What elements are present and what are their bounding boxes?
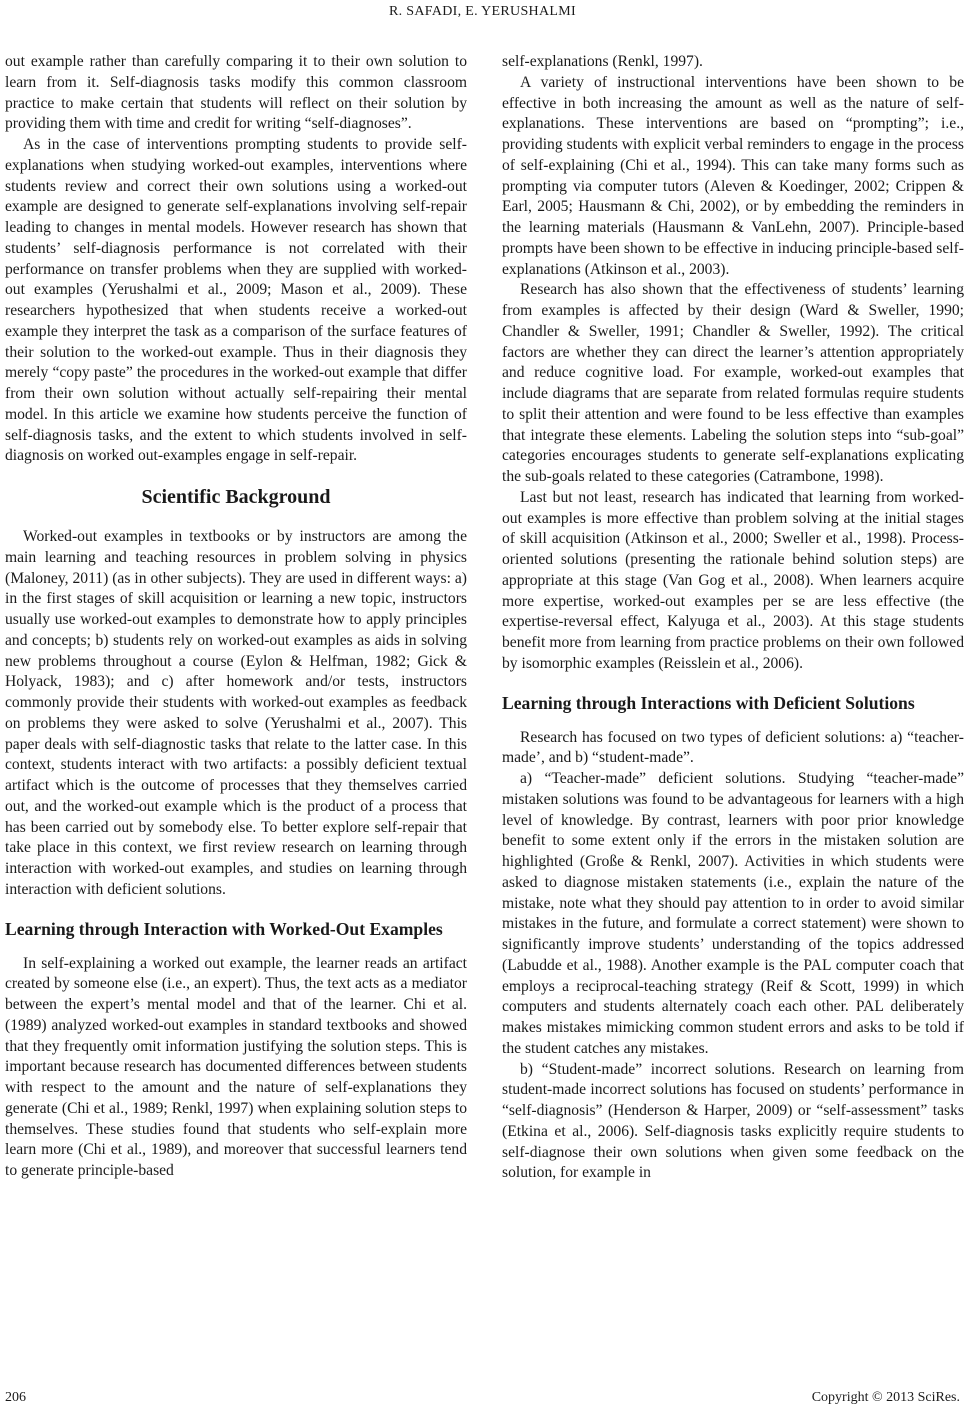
- subsection-heading: Learning through Interactions with Deficient Solutions: [502, 692, 915, 713]
- running-head: R. SAFADI, E. YERUSHALMI: [389, 4, 576, 19]
- copyright-notice: Copyright © 2013 SciRes.: [811, 1390, 960, 1405]
- paragraph: out example rather than carefully comparing it to their own solution to learn from it. Self-diagnosis tasks modify this common classroom practice to make certain that students will reflect on their solution by providing them with time and credit for writing “self-diagnoses”.: [5, 53, 467, 133]
- paragraph: Worked-out examples in textbooks or by instructors are among the main learning and teaching resources in problem solving in physics (Maloney, 2011) (as in other subjects). They are used in different ways: a) in the first stages of skill acquisition or learning a new topic, instructors usually use worked-out examples to demonstrate how to apply principles and concepts; b) students rely on worked-out examples as aids in solving new problems throughout a course (Eylon & Helfman, 1982; Gick & Holyack, 1983); and c) after homework and/or tests, instructors commonly provide their students with worked-out examples as feedback on problems they were asked to solve (Yerushalmi et al., 2007). This paper deals with self-diagnostic tasks that relate to the latter case. In this context, students interact with two artifacts: a possibly deficient textual artifact which is the outcome of processes that they themselves carried out, and the worked-out example which is the product of a process that has been carried out by somebody else. To better explore self-repair that take place in this context, we first review research on learning through interaction with worked-out examples, and studies on learning through interaction with deficient solutions.: [5, 528, 467, 898]
- paragraph: b) “Student-made” incorrect solutions. Research on learning from student-made incorrect solutions has focused on students’ performance in “self-diagnosis” (Henderson & Harper, 2009) or “self-assessment” tasks (Etkina et al., 2006). Self-diagnosis tasks explicitly require students to self-diagnose their own solutions when given some feedback on the solution, for example in: [502, 1060, 964, 1182]
- page-number: 206: [5, 1390, 26, 1405]
- paragraph: a) “Teacher-made” deficient solutions. Studying “teacher-made” mistaken solutions was found to be advantageous for learners with a high level of knowledge. By contrast, learners with poor prior knowledge benefit to some extent only if the errors in the mistaken solution are highlighted (Große & Renkl, 2007). Activities in which students were asked to diagnose mistaken statements (i.e., explain the nature of the mistake, note what they should pay attention to in order to avoid similar mistakes in the future, and formulate a correct statement) were shown to significantly improve students’ understanding of the topics addressed (Labudde et al., 1988). Another example is the PAL computer coach that employs a reciprocal-teaching strategy (Reif & Scott, 1999) in which computers and students alternately coach each other. PAL deliberately makes mistakes mimicking common student errors and asks to be told if the student catches any mistakes.: [502, 770, 964, 1057]
- right-column: [502, 52, 964, 1184]
- left-column: [5, 52, 467, 1182]
- paragraph: Last but not least, research has indicated that learning from worked-out examples is more effective than problem solving at the initial stages of skill acquisition (Atkinson et al., 2000; Sweller et al., 1998). Process-oriented solutions (presenting the rationale behind solution steps) are appropriate at this stage (Van Gog et al., 2008). When learners acquire more expertise, worked-out examples per se are less effective (the expertise-reversal effect, Kalyuga et al., 2003). At this stage students benefit more from learning from practice problems on their own followed by isomorphic examples (Reisslein et al., 2006).: [502, 488, 964, 672]
- paragraph: In self-explaining a worked out example, the learner reads an artifact created by someone else (i.e., an expert). Thus, the text acts as a mediator between the expert’s mental model and that of the learner. Chi et al. (1989) analyzed worked-out examples in standard textbooks and showed that they frequently omit information justifying the solution steps. This is important because research has documented differences between students with respect to the amount and the nature of self-explanations they generate (Chi et al., 1989; Renkl, 1997) when explaining solution steps to themselves. These studies found that students who self-explain more learn more (Chi et al., 1989), and moreover that successful learners tend to generate principle-based: [5, 954, 467, 1179]
- paragraph: Research has also shown that the effectiveness of students’ learning from examples is affected by their design (Ward & Sweller, 1990; Chandler & Sweller, 1991; Chandler & Sweller, 1992). The critical factors are whether they can direct the learner’s attention appropriately and reduce cognitive load. For example, worked-out examples that include diagrams that are separate from related formulas require students to split their attention and were found to be less effective than examples that integrate these elements. Labeling the solution steps into “sub-goal” categories encourages students to generate self-explanations explicating the sub-goals related to these categories (Catrambone, 1998).: [502, 281, 964, 485]
- paragraph: As in the case of interventions prompting students to provide self-explanations when studying worked-out examples, interventions where students review and correct their own solutions using a worked-out example are designed to generate self-explanations involving self-repair leading to changes in mental models. However research has shown that students’ self-diagnosis performance is not correlated with their performance on transfer problems when they are supplied with worked-out examples (Yerushalmi et al., 2009; Mason et al., 2009). These researchers hypothesized that when students receive a worked-out example they interpret the task as a comparison of the surface features of their solution to the worked-out example. Thus in their diagnosis they merely “copy paste” the procedures in the worked-out example that differ from their own solution without actually self-repairing their mental model. In this article we examine how students perceive the function of self-diagnosis tasks, and the extent to which students involved in self-diagnosis on worked out-examples engage in self-repair.: [5, 136, 467, 465]
- paragraph: self-explanations (Renkl, 1997).: [502, 53, 703, 70]
- paragraph: Research has focused on two types of deficient solutions: a) “teacher-made’, and b) “student-made”.: [502, 728, 964, 767]
- paragraph: A variety of instructional interventions have been shown to be effective in both increasing the amount as well as the nature of self-explanations. These interventions are based on “prompting”; i.e., providing students with explicit verbal reminders to engage in the process of self-explaining (Chi et al., 1994). This can take many forms such as prompting via computer tutors (Aleven & Koedinger, 2002; Crippen & Earl, 2005; Hausmann & Chi, 2002), or by embedding the reminders in the learning materials (Hausmann & VanLehn, 2007). Principle-based prompts have been shown to be effective in inducing principle-based self-explanations (Atkinson et al., 2003).: [502, 73, 964, 278]
- section-heading: Scientific Background: [141, 486, 331, 508]
- subsection-heading: Learning through Interaction with Worked-Out Examples: [5, 918, 443, 939]
